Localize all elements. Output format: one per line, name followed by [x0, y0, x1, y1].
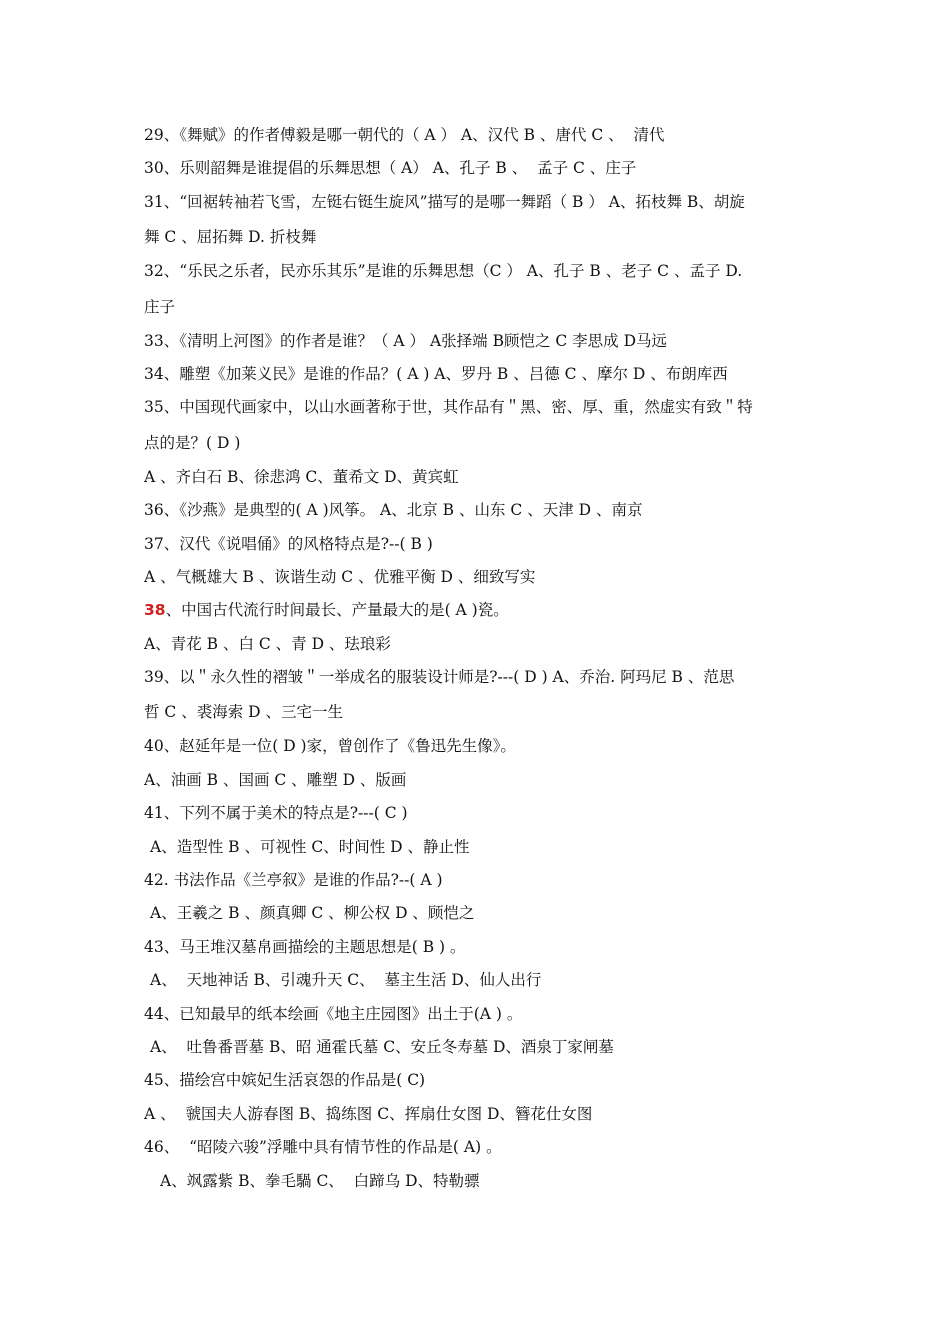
text-line: 37、汉代《说唱俑》的风格特点是?--( B ) [144, 534, 433, 553]
text-line: A、造型性 B 、可视性 C、时间性 D 、静止性 [150, 837, 470, 856]
text-line: 31、“回裾转袖若飞雪，左铤右铤生旋风”描写的是哪一舞蹈（ B ） A、拓枝舞 B、胡旋 [144, 192, 745, 211]
text-line [0, 594, 950, 627]
text-line: 35、中国现代画家中，以山水画著称于世，其作品有＂黑、密、厚、重，然虚实有致＂特 [144, 398, 753, 417]
text-line: A 、齐白石 B、徐悲鸿 C、董希文 D、黄宾虹 [144, 467, 459, 486]
text-line: 42. 书法作品《兰亭叙》是谁的作品?--( A ) [144, 871, 443, 890]
text-line: 庄子 [144, 297, 176, 316]
text-line: 46、 “昭陵六骏”浮雕中具有情节性的作品是( A) 。 [144, 1138, 502, 1157]
text-line: A、 吐鲁番晋墓 B、昭 通霍氏墓 C、安丘冬寿墓 D、酒泉丁家闸墓 [150, 1037, 614, 1056]
text-line: 30、乐则韶舞是谁提倡的乐舞思想（ A） A、孔子 B 、 孟子 C 、庄子 [144, 159, 637, 178]
text-line: 33、《清明上河图》的作者是谁？（ A ） A张择端 B顾恺之 C 李思成 D马远 [144, 331, 668, 350]
text-line: A 、 虢国夫人游春图 B、捣练图 C、挥扇仕女图 D、簪花仕女图 [144, 1104, 593, 1123]
text-line: 44、已知最早的纸本绘画《地主庄园图》出土于(A ) 。 [144, 1004, 523, 1023]
question-number-highlight: 38 [144, 601, 166, 620]
text-line: 39、以＂永久性的褶皱＂一举成名的服装设计师是?---( D ) A、乔治. 阿玛尼 B 、范思 [144, 668, 735, 687]
text-line: 43、马王堆汉墓帛画描绘的主题思想是( B ) 。 [144, 937, 466, 956]
question-text: 、中国古代流行时间最长、产量最大的是( A )瓷。 [165, 601, 509, 620]
text-line: 45、描绘宫中嫔妃生活哀怨的作品是( C) [144, 1071, 426, 1090]
text-line: 32、“乐民之乐者，民亦乐其乐”是谁的乐舞思想（C ） A、孔子 B 、老子 C 、孟子 D. [144, 262, 743, 281]
text-line: A、油画 B 、国画 C 、雕塑 D 、版画 [144, 770, 407, 789]
text-line: 哲 C 、裘海索 D 、三宅一生 [144, 703, 343, 722]
text-line: A、王羲之 B 、颜真卿 C 、柳公权 D 、顾恺之 [150, 904, 475, 923]
text-line: 34、雕塑《加莱义民》是谁的作品？( A ) A、罗丹 B 、吕德 C 、摩尔 D 、布朗库西 [144, 364, 728, 383]
text-line: 舞 C 、屈拓舞 D. 折枝舞 [144, 228, 317, 247]
text-line: A 、气概雄大 B 、诙谐生动 C 、优雅平衡 D 、细致写实 [144, 567, 536, 586]
text-line: A、 天地神话 B、引魂升天 C、 墓主生活 D、仙人出行 [150, 971, 542, 990]
text-line: 36、《沙燕》是典型的( A )风筝。 A、北京 B 、山东 C 、天津 D 、南京 [144, 501, 643, 520]
text-line: 40、赵延年是一位( D )家，曾创作了《鲁迅先生像》。 [144, 737, 516, 756]
text-line: A、青花 B 、白 C 、青 D 、珐琅彩 [144, 634, 391, 653]
text-line: A、飒露紫 B、拳毛騧 C、 白蹄乌 D、特勒骠 [160, 1171, 480, 1190]
text-line: 41、下列不属于美术的特点是?---( C ) [144, 804, 408, 823]
text-line: 29、《舞赋》的作者傅毅是哪一朝代的（ A ） A、汉代 B 、唐代 C 、 清代 [144, 126, 665, 144]
question-list [0, 119, 950, 1198]
text-line: 点的是？( D ) [144, 433, 241, 452]
